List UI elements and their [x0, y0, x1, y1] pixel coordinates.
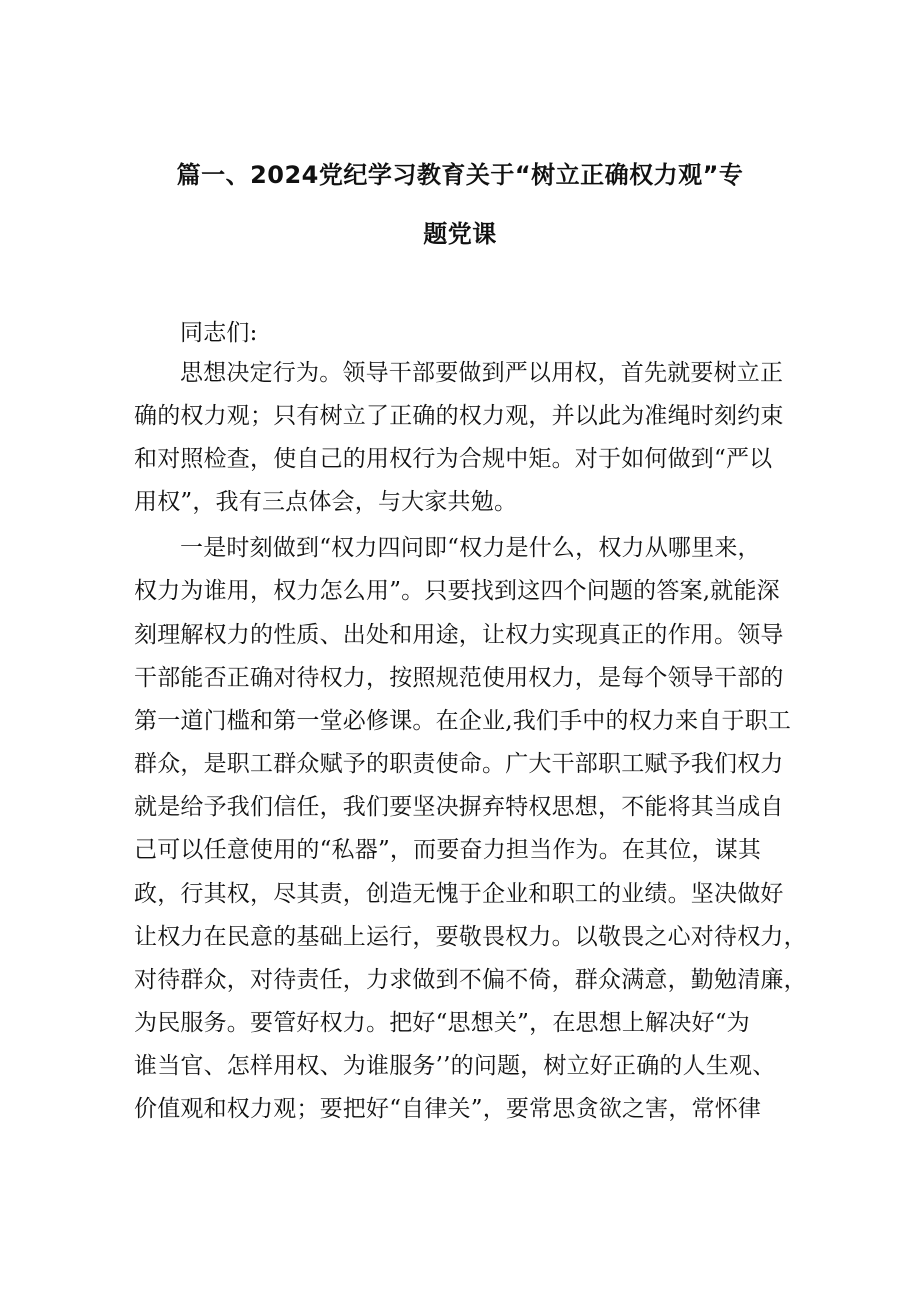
paragraph-2-line: 第一道门槛和第一堂必修课。在企业,我们手中的权力来自于职工: [134, 708, 792, 734]
paragraph-2-line: 一是时刻做到“权力四问即“权力是什么，权力从哪里来，: [180, 535, 761, 561]
document-title-line-2: 题党课: [423, 220, 497, 248]
paragraph-2-line: 干部能否正确对待权力，按照规范使用权力，是每个领导干部的: [134, 665, 784, 691]
paragraph-2-line: 群众，是职工群众赋予的职责使命。广大干部职工赋予我们权力: [134, 751, 784, 777]
paragraph-1-line: 确的权力观；只有树立了正确的权力观，并以此为准绳时刻约束: [134, 403, 784, 429]
paragraph-2-line: 刻理解权力的性质、出处和用途，让权力实现真正的作用。领导: [134, 622, 784, 648]
paragraph-1-line: 和对照检查，使自己的用权行为合规中矩。对于如何做到“严以: [134, 446, 773, 472]
paragraph-2-line: 价值观和权力观；要把好“自律关”，要常思贪欲之害，常怀律: [134, 1096, 762, 1122]
paragraph-2-line: 对待群众，对待责任，力求做到不偏不倚，群众满意，勤勉清廉，: [134, 967, 807, 993]
document-title-line-1: 篇一、2024党纪学习教育关于“树立正确权力观”专: [176, 161, 744, 189]
paragraph-2-line: 权力为谁用，权力怎么用”。只要找到这四个问题的答案,就能深: [134, 578, 780, 604]
paragraph-2-line: 就是给予我们信任，我们要坚决摒弃特权思想，不能将其当成自: [134, 794, 784, 820]
paragraph-1-line: 用权”，我有三点体会，与大家共勉。: [134, 489, 518, 515]
paragraph-2-line: 让权力在民意的基础上运行，要敬畏权力。以敬畏之心对待权力，: [134, 924, 807, 950]
salutation: 同志们:: [180, 320, 258, 346]
paragraph-1-line: 思想决定行为。领导干部要做到严以用权，首先就要树立正: [180, 360, 784, 386]
paragraph-2-line: 为民服务。要管好权力。把好“思想关”，在思想上解决好“为: [134, 1010, 750, 1036]
paragraph-2-line: 谁当官、怎样用权、为谁服务’’的问题，树立好正确的人生观、: [134, 1053, 776, 1079]
paragraph-2-line: 己可以任意使用的“私器”，而要奋力担当作为。在其位，谋其: [134, 837, 762, 863]
paragraph-2-line: 政，行其权，尽其责，创造无愧于企业和职工的业绩。坚决做好: [134, 881, 784, 907]
